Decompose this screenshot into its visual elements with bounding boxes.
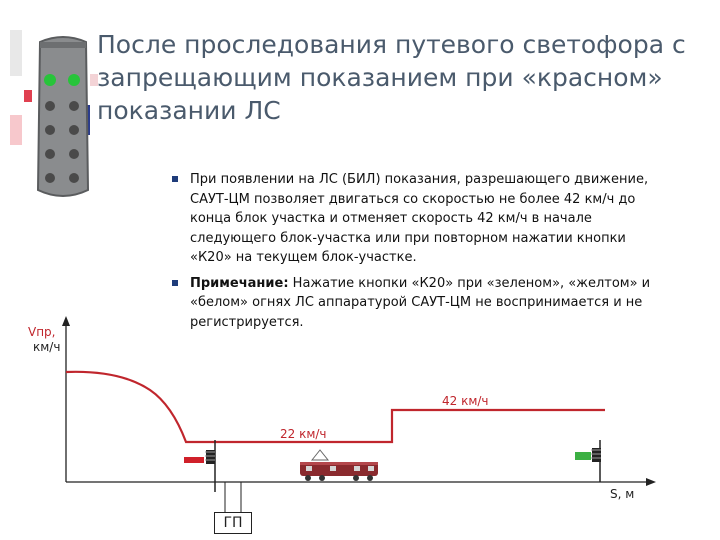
bullet-text-line: «К20» на текущем блок-участке. <box>190 250 417 265</box>
note-label: Примечание: <box>190 275 289 291</box>
bullet-text-line: конца блок участка и отменяет скорость 42 км/ч в начале <box>190 211 592 226</box>
speed-label-22: 22 км/ч <box>280 427 327 441</box>
bullet-text-line: САУТ-ЦМ позволяет двигаться со скоростью не более 42 км/ч до <box>190 191 636 207</box>
y-axis-arrow-icon <box>62 316 70 326</box>
title-line: После проследования путевого светофора с <box>97 30 686 59</box>
y-axis-unit: км/ч <box>33 340 61 354</box>
bullet-text-line: При появлении на ЛС (БИЛ) показания, разрешающего движение, <box>190 172 649 187</box>
bullet-text-line: «белом» огнях ЛС аппаратурой САУТ-ЦМ не воспринимается и не <box>190 295 643 310</box>
speed-curve <box>66 372 605 442</box>
red-signal-icon <box>184 440 215 492</box>
bullet-text-line: регистрируется. <box>190 314 304 330</box>
bullet-text-line: следующего блок-участка или при повторном нажатии кнопки <box>190 230 626 246</box>
title-line: запрещающим показанием при «красном» <box>97 63 663 92</box>
x-axis-arrow-icon <box>646 478 656 486</box>
x-axis-label: S, м <box>610 487 635 501</box>
speed-label-42: 42 км/ч <box>442 394 489 408</box>
y-axis-label: Vпр, <box>28 325 56 339</box>
note-text: Нажатие кнопки «К20» при «зеленом», «желтом» и <box>288 275 651 291</box>
title-line: показании ЛС <box>97 96 281 125</box>
gp-label-box: ГП <box>214 512 252 534</box>
train-icon <box>300 450 378 481</box>
green-signal-icon <box>575 440 601 482</box>
